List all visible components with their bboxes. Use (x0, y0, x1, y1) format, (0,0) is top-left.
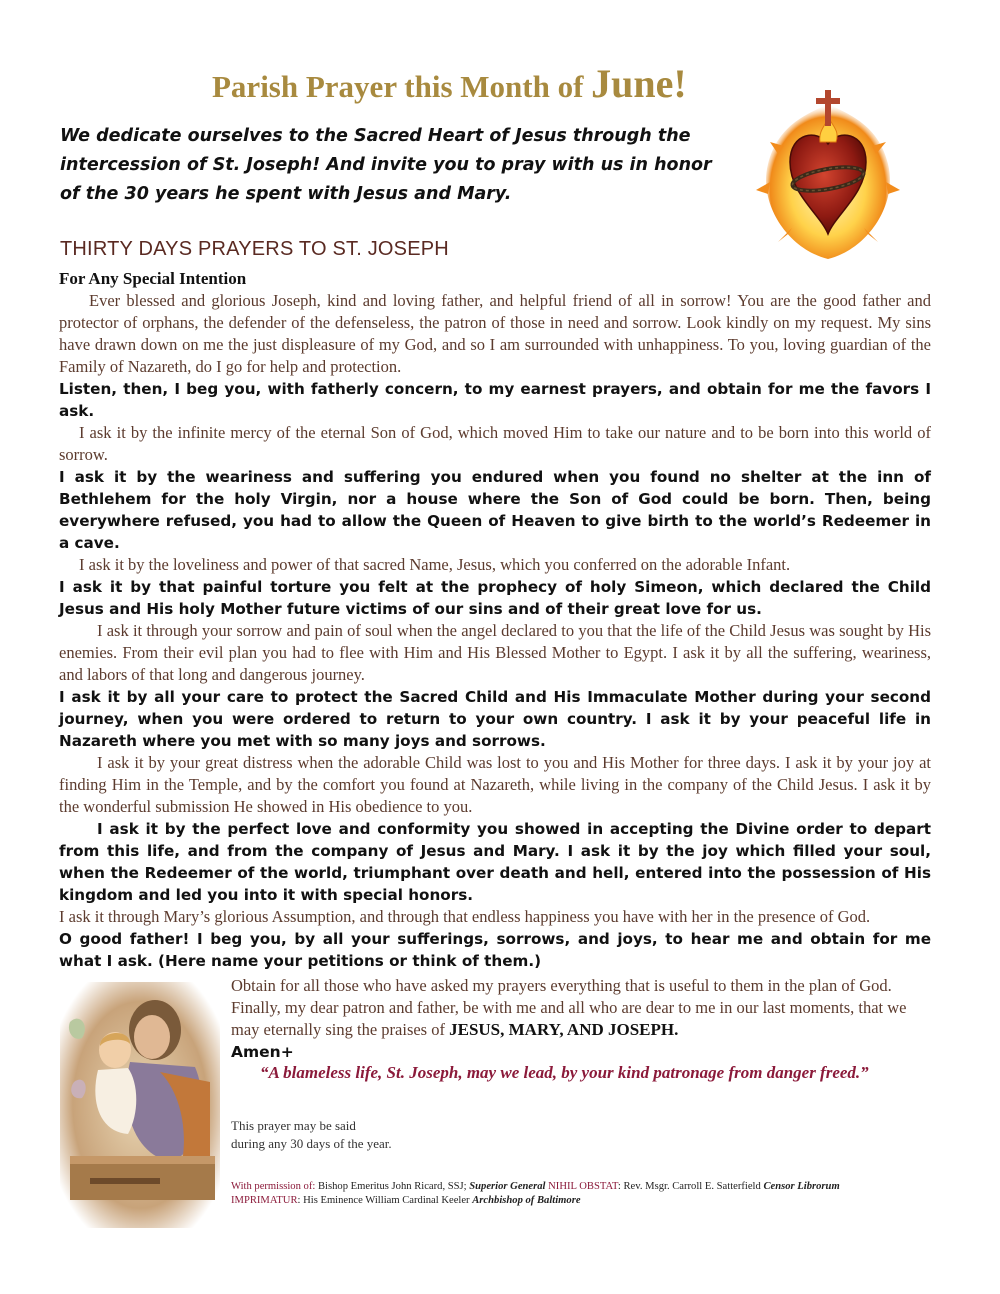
prayer-paragraph-1: Ever blessed and glorious Joseph, kind and loving father, and helpful friend of all in sorrow! You are the good father and protector of orphans, the defender of the defenseless, the patron of those in need and sorrow. Look kindly on my request. My sins have drawn down on me the just displeasure of my God, and so I am surrounded with unhappiness. To you, loving guardian of the Family of Nazareth, do I go for help and protection. (59, 291, 931, 376)
prayer-heading: THIRTY DAYS PRAYERS TO ST. JOSEPH (60, 238, 449, 260)
amen-text: Amen+ (231, 1043, 294, 1061)
intro-line-2: intercession of St. Joseph! And invite you to pray with us in honor (60, 155, 712, 175)
intro-line-1: We dedicate ourselves to the Sacred Heart of Jesus through the (60, 126, 691, 146)
imprimatur-label: IMPRIMATUR (231, 1195, 298, 1206)
permission-cardinal-title: Archbishop of Baltimore (472, 1195, 581, 1206)
permission-censor: : Rev. Msgr. Carroll E. Satterfield (617, 1181, 761, 1192)
closing-paragraph (231, 975, 931, 1063)
permission-bishop: Bishop Emeritus John Ricard, SSJ; (317, 1181, 467, 1192)
holy-family-names: JESUS, MARY, AND JOSEPH. (449, 1020, 679, 1039)
prayer-paragraph-4: I ask it by the weariness and suffering you endured when you found no shelter at the inn of Bethlehem for the holy Virgin, nor a house where the Son of God could be born. Then, being everywhere refused, you had to allow the Queen of Heaven to give birth to the world’s Redeemer in a cave. (59, 468, 931, 552)
prayer-paragraph-8: I ask it by all your care to protect the Sacred Child and His Immaculate Mother during your second journey, when you were ordered to return to your own country. I ask it by your peaceful life in Nazareth where you met with so many joys and sorrows. (59, 688, 931, 750)
prayer-paragraph-5: I ask it by the loveliness and power of that sacred Name, Jesus, which you conferred on the adorable Infant. (79, 555, 791, 574)
permission-cardinal: : His Eminence William Cardinal Keeler (297, 1195, 470, 1206)
prayer-paragraph-6: I ask it by that painful torture you felt at the prophecy of holy Simeon, which declared the Child Jesus and His holy Mother future victims of our sins and of their great love for us. (59, 578, 931, 618)
prayer-paragraph-7: I ask it through your sorrow and pain of soul when the angel declared to you that the life of the Child Jesus was sought by His enemies. From their evil plan you had to flee with Him and His Blessed Mother to Egypt. I ask it by all the suffering, weariness, and labors of that long and dangerous journey. (59, 621, 931, 684)
usage-note (231, 1117, 392, 1153)
permission-censor-title: Censor Librorum (763, 1181, 840, 1192)
sacred-heart-image (748, 84, 908, 264)
permission-label: With permission of: (231, 1181, 316, 1192)
nihil-obstat-label: NIHIL OBSTAT (548, 1181, 618, 1192)
prayer-subheading: For Any Special Intention (59, 269, 247, 288)
closing-quote: “A blameless life, St. Joseph, may we lead, by your kind patronage from danger freed.” (260, 1063, 869, 1082)
prayer-paragraph-10: I ask it by the perfect love and conformity you showed in accepting the Divine order to depart from this life, and from the company of Jesus and Mary. I ask it by the joy which filled your soul, when the Redeemer of the world, triumphant over death and hell, entered into the possession of His kingdom and led you into it with special honors. (59, 820, 931, 904)
permission-footnote (231, 1180, 871, 1208)
st-joseph-with-child-image (60, 982, 220, 1228)
permission-superior: Superior General (469, 1181, 546, 1192)
closing-text: Obtain for all those who have asked my prayers everything that is useful to them in the plan of God. Finally, my dear patron and father, be with me and all who are dear to me in our last moments, that we may eternally sing the praises of (231, 976, 907, 1039)
intro-line-3: of the 30 years he spent with Jesus and Mary. (60, 184, 512, 204)
title-main: Parish Prayer this Month of (212, 69, 584, 104)
prayer-body (59, 268, 931, 972)
prayer-paragraph-3: I ask it by the infinite mercy of the eternal Son of God, which moved Him to take our nature and to be born into this world of sorrow. (59, 423, 931, 464)
prayer-paragraph-9: I ask it by your great distress when the adorable Child was lost to you and His Mother for three days. I ask it by your joy at finding Him in the Temple, and by the comfort you found at Nazareth, while living in the company of the Child Jesus. I ask it by the wonderful submission He showed in His obedience to you. (59, 753, 931, 816)
title-month: June (591, 61, 674, 106)
usage-note-line-2: during any 30 days of the year. (231, 1136, 392, 1151)
usage-note-line-1: This prayer may be said (231, 1118, 356, 1133)
title-exclaim: ! (673, 61, 687, 106)
page-title (212, 60, 772, 107)
prayer-paragraph-11: I ask it through Mary’s glorious Assumption, and through that endless happiness you have with her in the presence of God. (59, 907, 871, 926)
intro-text (60, 122, 740, 209)
prayer-paragraph-12: O good father! I beg you, by all your sufferings, sorrows, and joys, to hear me and obtain for me what I ask. (Here name your petitions or think of them.) (59, 930, 931, 970)
prayer-paragraph-2: Listen, then, I beg you, with fatherly concern, to my earnest prayers, and obtain for me the favors I ask. (59, 380, 931, 420)
